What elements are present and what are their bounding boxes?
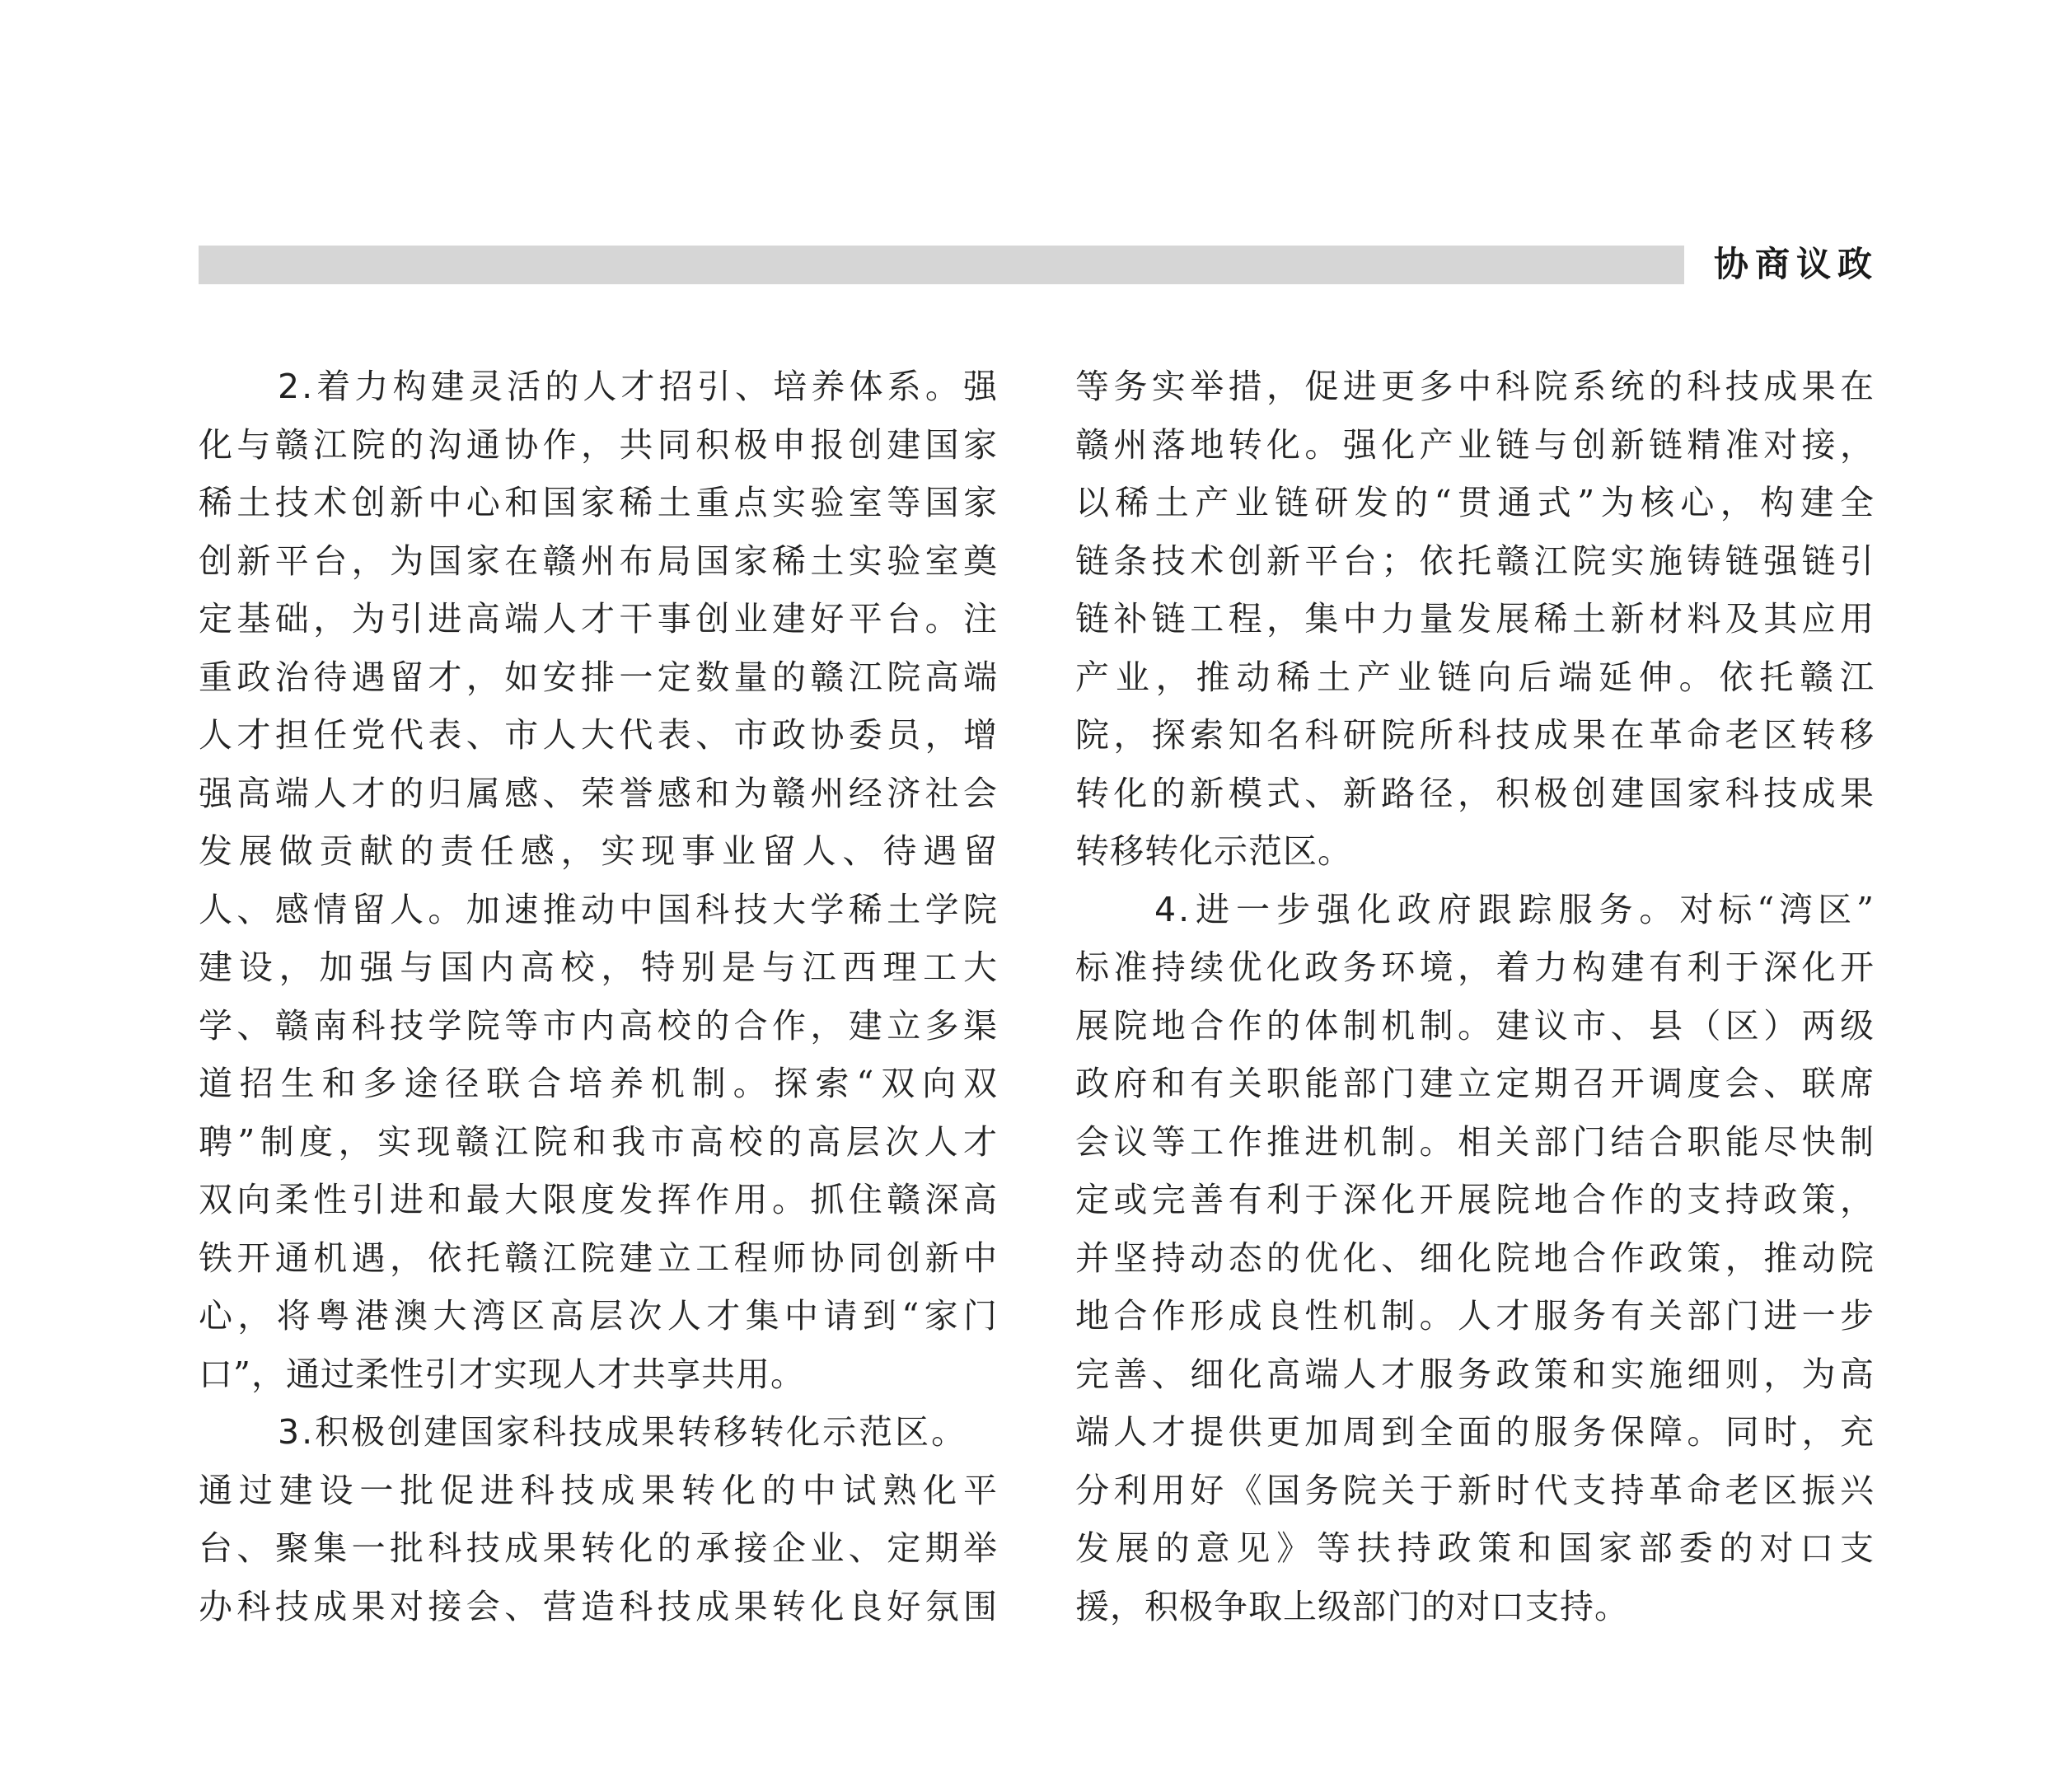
text-line: 重政治待遇留才，如安排一定数量的赣江院高端 bbox=[199, 657, 998, 697]
text-line: 发展做贡献的责任感，实现事业留人、待遇留 bbox=[199, 831, 998, 871]
paragraph-3-continued bbox=[1075, 358, 1875, 881]
left-column bbox=[199, 358, 998, 1635]
paragraph-4-first-line bbox=[1075, 881, 1875, 939]
text-line: 强高端人才的归属感、荣誉感和为赣州经济社会 bbox=[199, 773, 998, 813]
text-line: 台、聚集一批科技成果转化的承接企业、定期举 bbox=[199, 1528, 998, 1568]
text-line: 强 bbox=[963, 367, 998, 406]
text-line: 完善、细化高端人才服务政策和实施细则，为高 bbox=[1075, 1354, 1875, 1394]
text-line: 定或完善有利于深化开展院地合作的支持政策， bbox=[1075, 1180, 1875, 1219]
text-line: 展院地合作的体制机制。建议市、县（区）两级 bbox=[1075, 1005, 1875, 1046]
text-line: 链条技术创新平台；依托赣江院实施铸链强链引 bbox=[1075, 540, 1875, 581]
paragraph-3 bbox=[199, 1403, 998, 1635]
text-line: 办科技成果对接会、营造科技成果转化良好氛围 bbox=[199, 1586, 998, 1626]
text-line: 通过建设一批促进科技成果转化的中试熟化平 bbox=[199, 1470, 998, 1510]
text-line: 产业，推动稀土产业链向后端延伸。依托赣江 bbox=[1075, 657, 1875, 697]
section-title: 协商议政 bbox=[1714, 244, 1879, 284]
text-line: 口”，通过柔性引才实现人才共享共用。 bbox=[199, 1354, 805, 1394]
paragraph-2 bbox=[199, 358, 998, 1403]
text-line: 赣州落地转化。强化产业链与创新链精准对接， bbox=[1075, 424, 1875, 465]
text-line: 心，将粤港澳大湾区高层次人才集中请到“家门 bbox=[199, 1296, 998, 1336]
text-line: 对标“湾区” bbox=[1679, 889, 1875, 929]
text-line: 转移转化示范区。 bbox=[1075, 831, 1352, 871]
text-line: 双向柔性引进和最大限度发挥作用。抓住赣深高 bbox=[199, 1180, 998, 1219]
section-header-bar bbox=[199, 246, 1684, 284]
paragraph-2-first-line bbox=[199, 358, 998, 416]
text-line: 铁开通机遇，依托赣江院建立工程师协同创新中 bbox=[199, 1238, 998, 1278]
text-line: 会议等工作推进机制。相关部门结合职能尽快制 bbox=[1075, 1121, 1875, 1162]
text-line: 学、赣南科技学院等市内高校的合作，建立多渠 bbox=[199, 1005, 998, 1046]
paragraph-3-heading-text: 3.积极创建国家科技成果转移转化示范区。 bbox=[278, 1412, 968, 1452]
text-line: 转化的新模式、新路径，积极创建国家科技成果 bbox=[1075, 773, 1875, 813]
paragraph-2-heading: 2.着力构建灵活的人才招引、培养体系。 bbox=[278, 367, 963, 406]
text-line: 化与赣江院的沟通协作，共同积极申报创建国家 bbox=[199, 424, 998, 465]
text-line: 稀土技术创新中心和国家稀土重点实验室等国家 bbox=[199, 483, 998, 522]
paragraph-4 bbox=[1075, 881, 1875, 1636]
text-line: 政府和有关职能部门建立定期召开调度会、联席 bbox=[1075, 1064, 1875, 1103]
text-line: 地合作形成良性机制。人才服务有关部门进一步 bbox=[1075, 1296, 1875, 1336]
text-line: 道招生和多途径联合培养机制。探索“双向双 bbox=[199, 1064, 998, 1103]
text-line: 端人才提供更加周到全面的服务保障。同时，充 bbox=[1075, 1412, 1875, 1452]
paragraph-3-heading bbox=[199, 1403, 998, 1462]
text-line: 以稀土产业链研发的“贯通式”为核心，构建全 bbox=[1075, 483, 1875, 522]
text-line: 聘”制度，实现赣江院和我市高校的高层次人才 bbox=[199, 1121, 998, 1162]
text-line: 人才担任党代表、市人大代表、市政协委员，增 bbox=[199, 715, 998, 755]
text-line: 人、感情留人。加速推动中国科技大学稀土学院 bbox=[199, 889, 998, 929]
right-column bbox=[1075, 358, 1875, 1635]
text-line: 建设，加强与国内高校，特别是与江西理工大 bbox=[199, 947, 998, 987]
text-line: 定基础，为引进高端人才干事创业建好平台。注 bbox=[199, 599, 998, 639]
text-line: 院，探索知名科研院所科技成果在革命老区转移 bbox=[1075, 715, 1875, 755]
text-line: 并坚持动态的优化、细化院地合作政策，推动院 bbox=[1075, 1238, 1875, 1278]
text-line: 等务实举措，促进更多中科院系统的科技成果在 bbox=[1075, 367, 1875, 406]
paragraph-4-heading: 4.进一步强化政府跟踪服务。 bbox=[1154, 889, 1680, 929]
text-line: 创新平台，为国家在赣州布局国家稀土实验室奠 bbox=[199, 540, 998, 581]
text-line: 链补链工程，集中力量发展稀土新材料及其应用 bbox=[1075, 599, 1875, 639]
text-line: 援，积极争取上级部门的对口支持。 bbox=[1075, 1586, 1629, 1626]
text-line: 发展的意见》等扶持政策和国家部委的对口支 bbox=[1075, 1528, 1875, 1568]
text-line: 分利用好《国务院关于新时代支持革命老区振兴 bbox=[1075, 1470, 1875, 1510]
text-line: 标准持续优化政务环境，着力构建有利于深化开 bbox=[1075, 947, 1875, 987]
